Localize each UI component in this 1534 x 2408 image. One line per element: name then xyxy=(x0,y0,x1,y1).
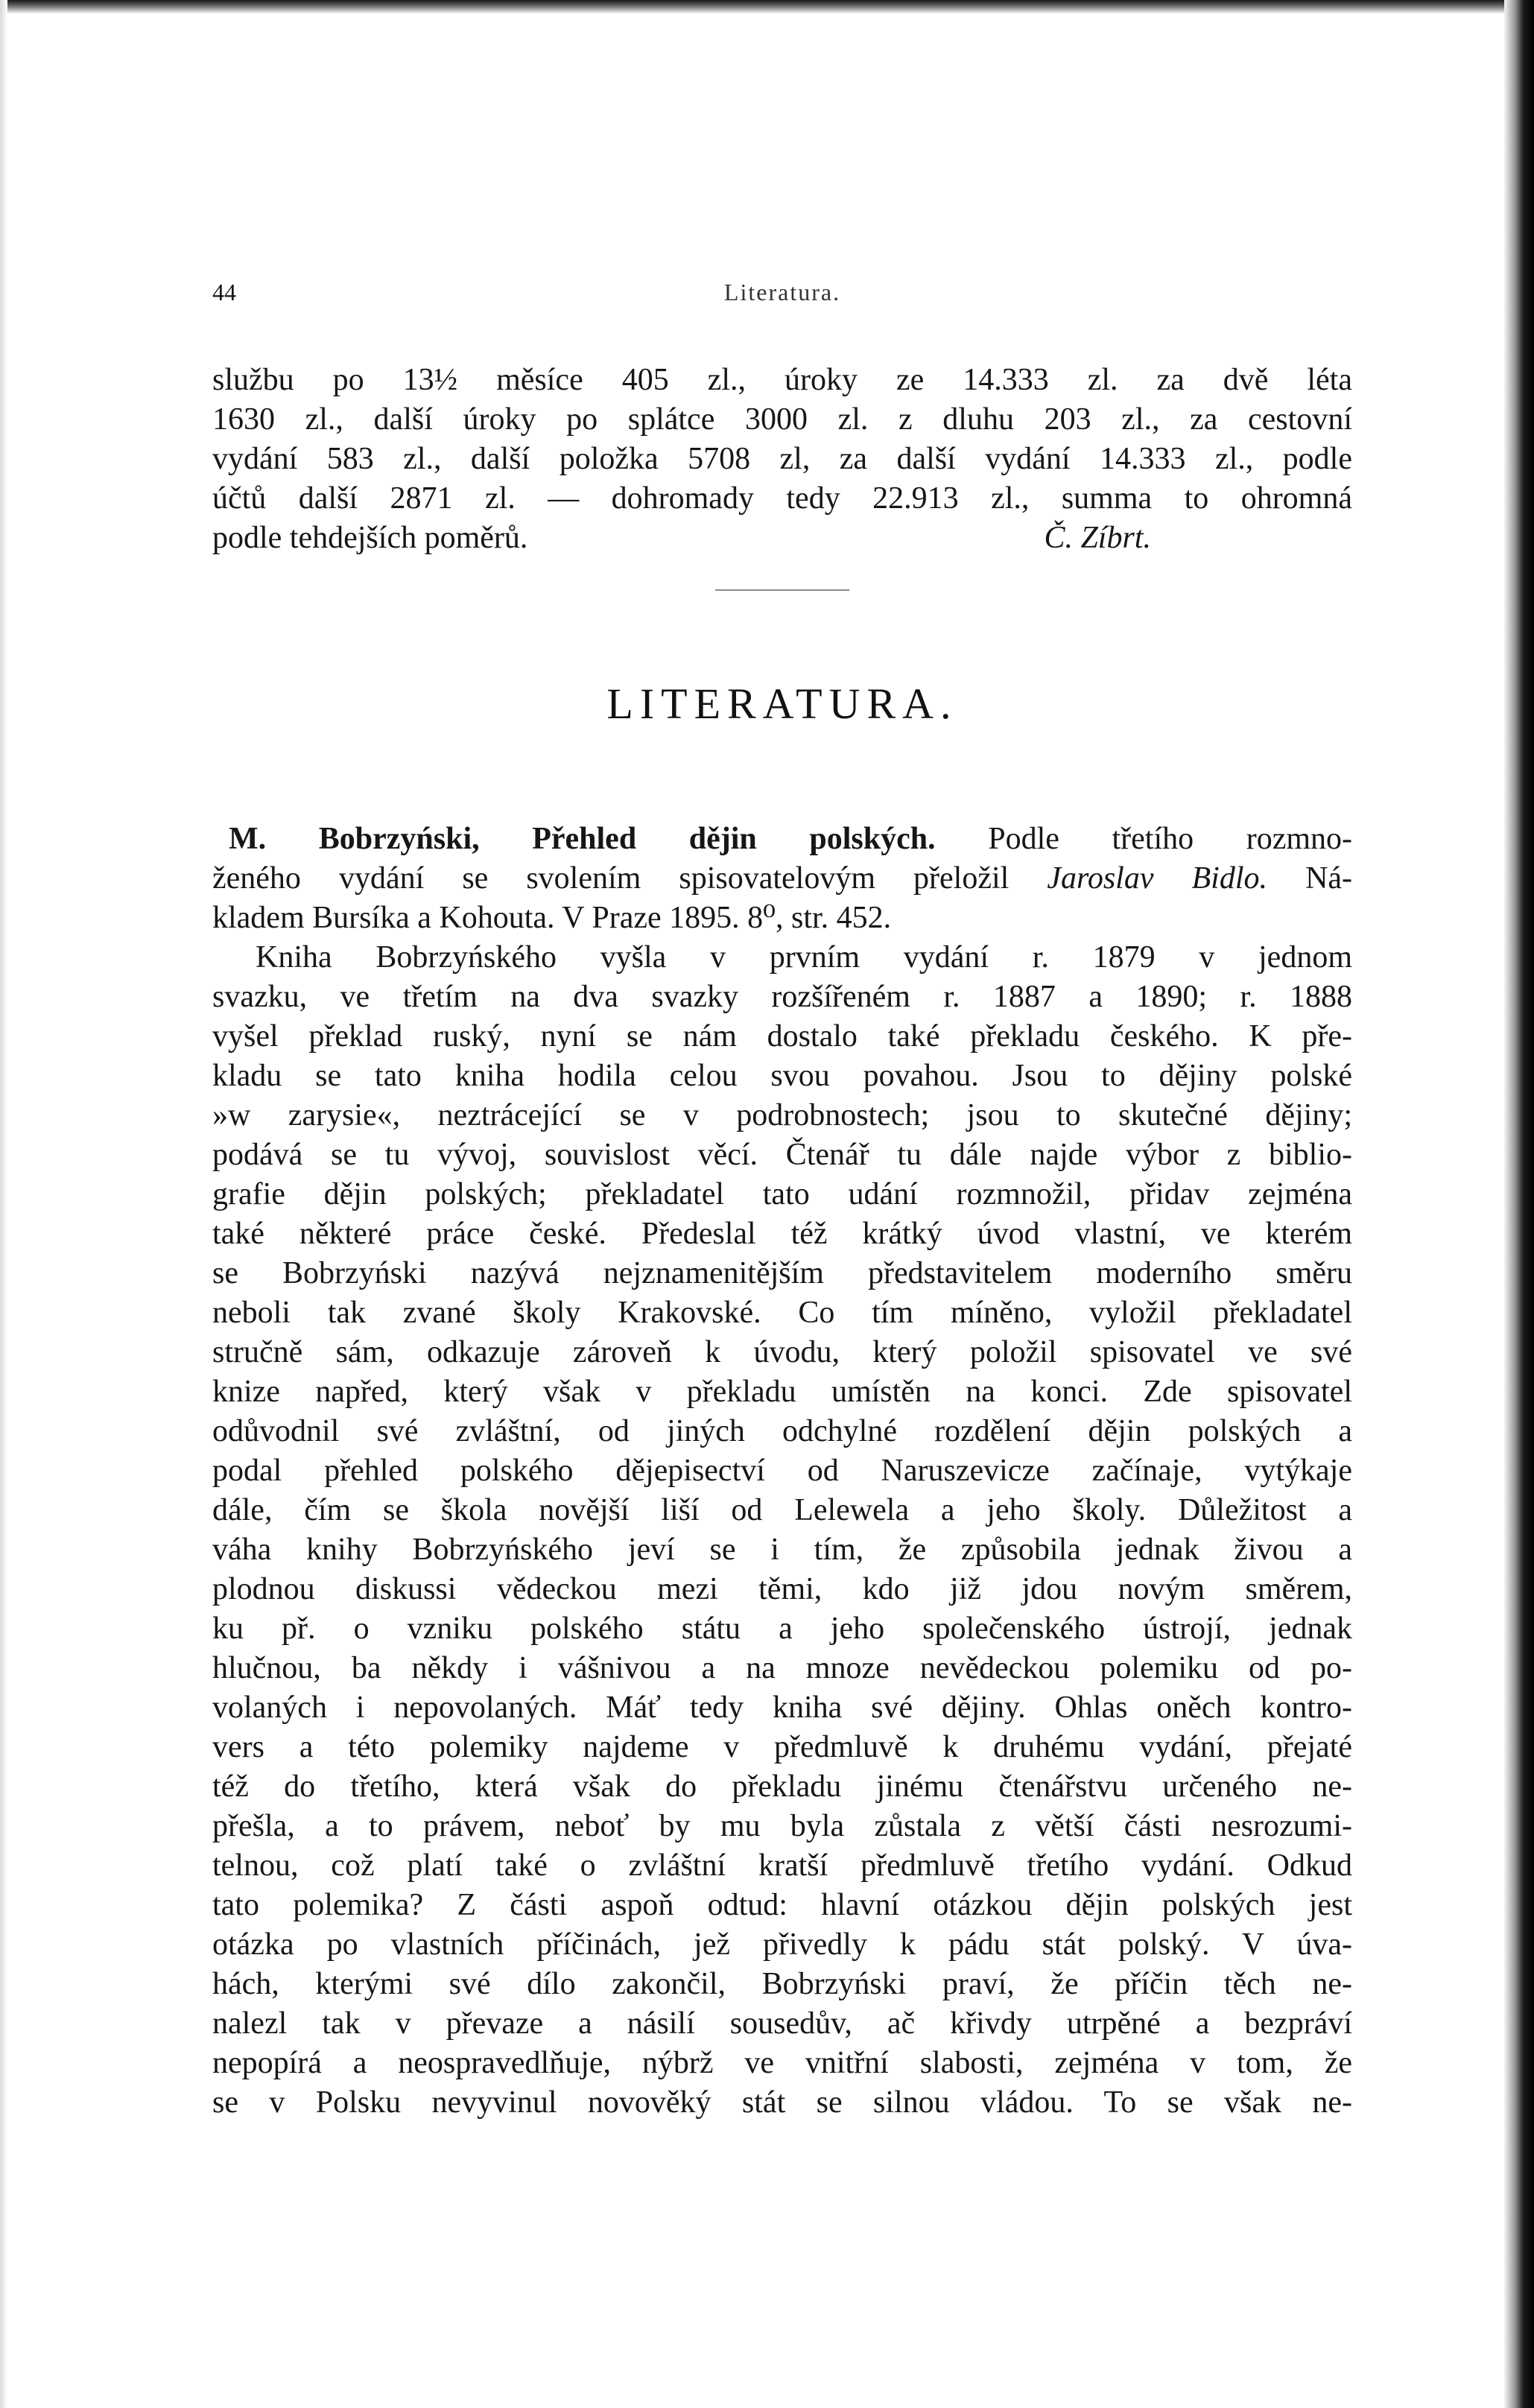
citation-text: Ná- xyxy=(1305,861,1352,896)
running-head-title: Literatura. xyxy=(723,279,841,305)
review-body-line: neboli tak zvané školy Krakovské. Co tím míněno, vyložil překladatel xyxy=(212,1296,1352,1330)
citation-line-3: kladem Bursíka a Kohouta. V Praze 1895. 8⁰, str. 452. xyxy=(212,901,892,935)
text-line: 1630 zl., další úroky po splátce 3000 zl. z dluhu 203 zl., za cestovní xyxy=(212,402,1352,437)
book-page xyxy=(212,276,1352,2123)
review-body-line: vyšel překlad ruský, nyní se nám dostalo také překladu českého. K pře- xyxy=(212,1019,1352,1054)
continued-review-paragraph xyxy=(212,361,1352,558)
citation-text: Podle třetího rozmno- xyxy=(988,822,1352,856)
review-body-line: dále, čím se škola novější liší od Lelewela a jeho školy. Důležitost a xyxy=(212,1493,1352,1527)
review-body-line: hlučnou, ba někdy i vášnivou a na mnoze nevědeckou polemiku od po- xyxy=(212,1651,1352,1685)
review-body-line: podává se tu vývoj, souvislost věcí. Čtenář tu dále najde výbor z biblio- xyxy=(212,1138,1352,1172)
review-body-line: knize napřed, který však v překladu umístěn na konci. Zde spisovatel xyxy=(212,1375,1352,1409)
review-author: M. Bobrzyński, xyxy=(229,822,480,856)
review-signature: Č. Zíbrt. xyxy=(1044,521,1151,555)
review-body-line: »w zarysie«, neztrácející se v podrobnostech; jsou to skutečné dějiny; xyxy=(212,1098,1352,1132)
citation-line-2 xyxy=(212,859,1352,899)
review-body-line: hách, kterými své dílo zakončil, Bobrzyński praví, že příčin těch ne- xyxy=(212,1967,1352,2001)
review-body-first-line: Kniha Bobrzyńského vyšla v prvním vydání r. 1879 v jednom xyxy=(256,940,1352,975)
review-body-line: grafie dějin polských; překladatel tato udání rozmnožil, přidav zejména xyxy=(212,1177,1352,1211)
scan-edge-left xyxy=(0,0,7,2408)
text-line: účtů další 2871 zl. — dohromady tedy 22.913 zl., summa to ohromná xyxy=(212,481,1352,516)
review-body-line: tato polemika? Z části aspoň odtud: hlavní otázkou dějin polských jest xyxy=(212,1888,1352,1922)
text-line-last: podle tehdejších poměrů. xyxy=(212,521,528,555)
review-body-line: ku př. o vzniku polského státu a jeho společenského ústrojí, jednak xyxy=(212,1612,1352,1646)
review-body-line: se Bobrzyński nazývá nejznamenitějším představitelem moderního směru xyxy=(212,1256,1352,1290)
review-body-line: stručně sám, odkazuje zároveň k úvodu, který položil spisovatel ve své xyxy=(212,1335,1352,1369)
page-number: 44 xyxy=(212,279,236,305)
scan-edge-right xyxy=(1504,0,1534,2408)
review-body-line: plodnou diskussi vědeckou mezi těmi, kdo již jdou novým směrem, xyxy=(212,1572,1352,1606)
review-body-line: také některé práce české. Předeslal též krátký úvod vlastní, ve kterém xyxy=(212,1217,1352,1251)
text-line: vydání 583 zl., další položka 5708 zl, za další vydání 14.333 zl., podle xyxy=(212,442,1352,476)
review-body-line: váha knihy Bobrzyńského jeví se i tím, že způsobila jednak živou a xyxy=(212,1533,1352,1567)
review-translator: Jaroslav Bidlo. xyxy=(1047,861,1268,896)
review-body-line: podal přehled polského dějepisectví od Naruszevicze začínaje, vytýkaje xyxy=(212,1454,1352,1488)
review-book-title: Přehled dějin polských. xyxy=(532,822,936,856)
review-body-line: nepopírá a neospravedlňuje, nýbrž ve vnitřní slabosti, zejména v tom, že xyxy=(212,2046,1352,2080)
review-body-line: svazku, ve třetím na dva svazky rozšířeném r. 1887 a 1890; r. 1888 xyxy=(212,980,1352,1014)
citation-line-1 xyxy=(212,820,1352,859)
text-line-with-signature xyxy=(212,519,1352,558)
review-body-line: kladu se tato kniha hodila celou svou povahou. Jsou to dějiny polské xyxy=(212,1059,1352,1093)
review-entry xyxy=(212,820,1352,2123)
section-heading: LITERATURA. xyxy=(606,679,958,728)
review-body-line: volaných i nepovolaných. Máť tedy kniha své dějiny. Ohlas oněch kontro- xyxy=(212,1691,1352,1725)
citation-text: ženého vydání se svolením spisovatelovým přeložil xyxy=(212,861,1010,896)
review-body-line: otázka po vlastních příčinách, jež přivedly k pádu stát polský. V úva- xyxy=(212,1927,1352,1962)
review-body-line: též do třetího, která však do překladu jinému čtenářstvu určeného ne- xyxy=(212,1769,1352,1804)
scan-edge-top xyxy=(0,0,1534,13)
section-divider xyxy=(715,589,849,591)
text-line: službu po 13½ měsíce 405 zl., úroky ze 14.333 zl. za dvě léta xyxy=(212,363,1352,397)
review-body-line: se v Polsku nevyvinul novověký stát se silnou vládou. To se však ne- xyxy=(212,2085,1352,2120)
review-body-line: přešla, a to právem, neboť by mu byla zůstala z větší části nesrozumi- xyxy=(212,1809,1352,1843)
review-body-line: odůvodnil své zvláštní, od jiných odchylné rozdělení dějin polských a xyxy=(212,1414,1352,1448)
review-body-line: telnou, což platí také o zvláštní kratší předmluvě třetího vydání. Odkud xyxy=(212,1848,1352,1883)
review-body-line: nalezl tak v převaze a násilí sousedův, ač křivdy utrpěné a bezpráví xyxy=(212,2006,1352,2041)
running-head xyxy=(212,276,1352,313)
review-body-line: vers a této polemiky najdeme v předmluvě k druhému vydání, přejaté xyxy=(212,1730,1352,1764)
